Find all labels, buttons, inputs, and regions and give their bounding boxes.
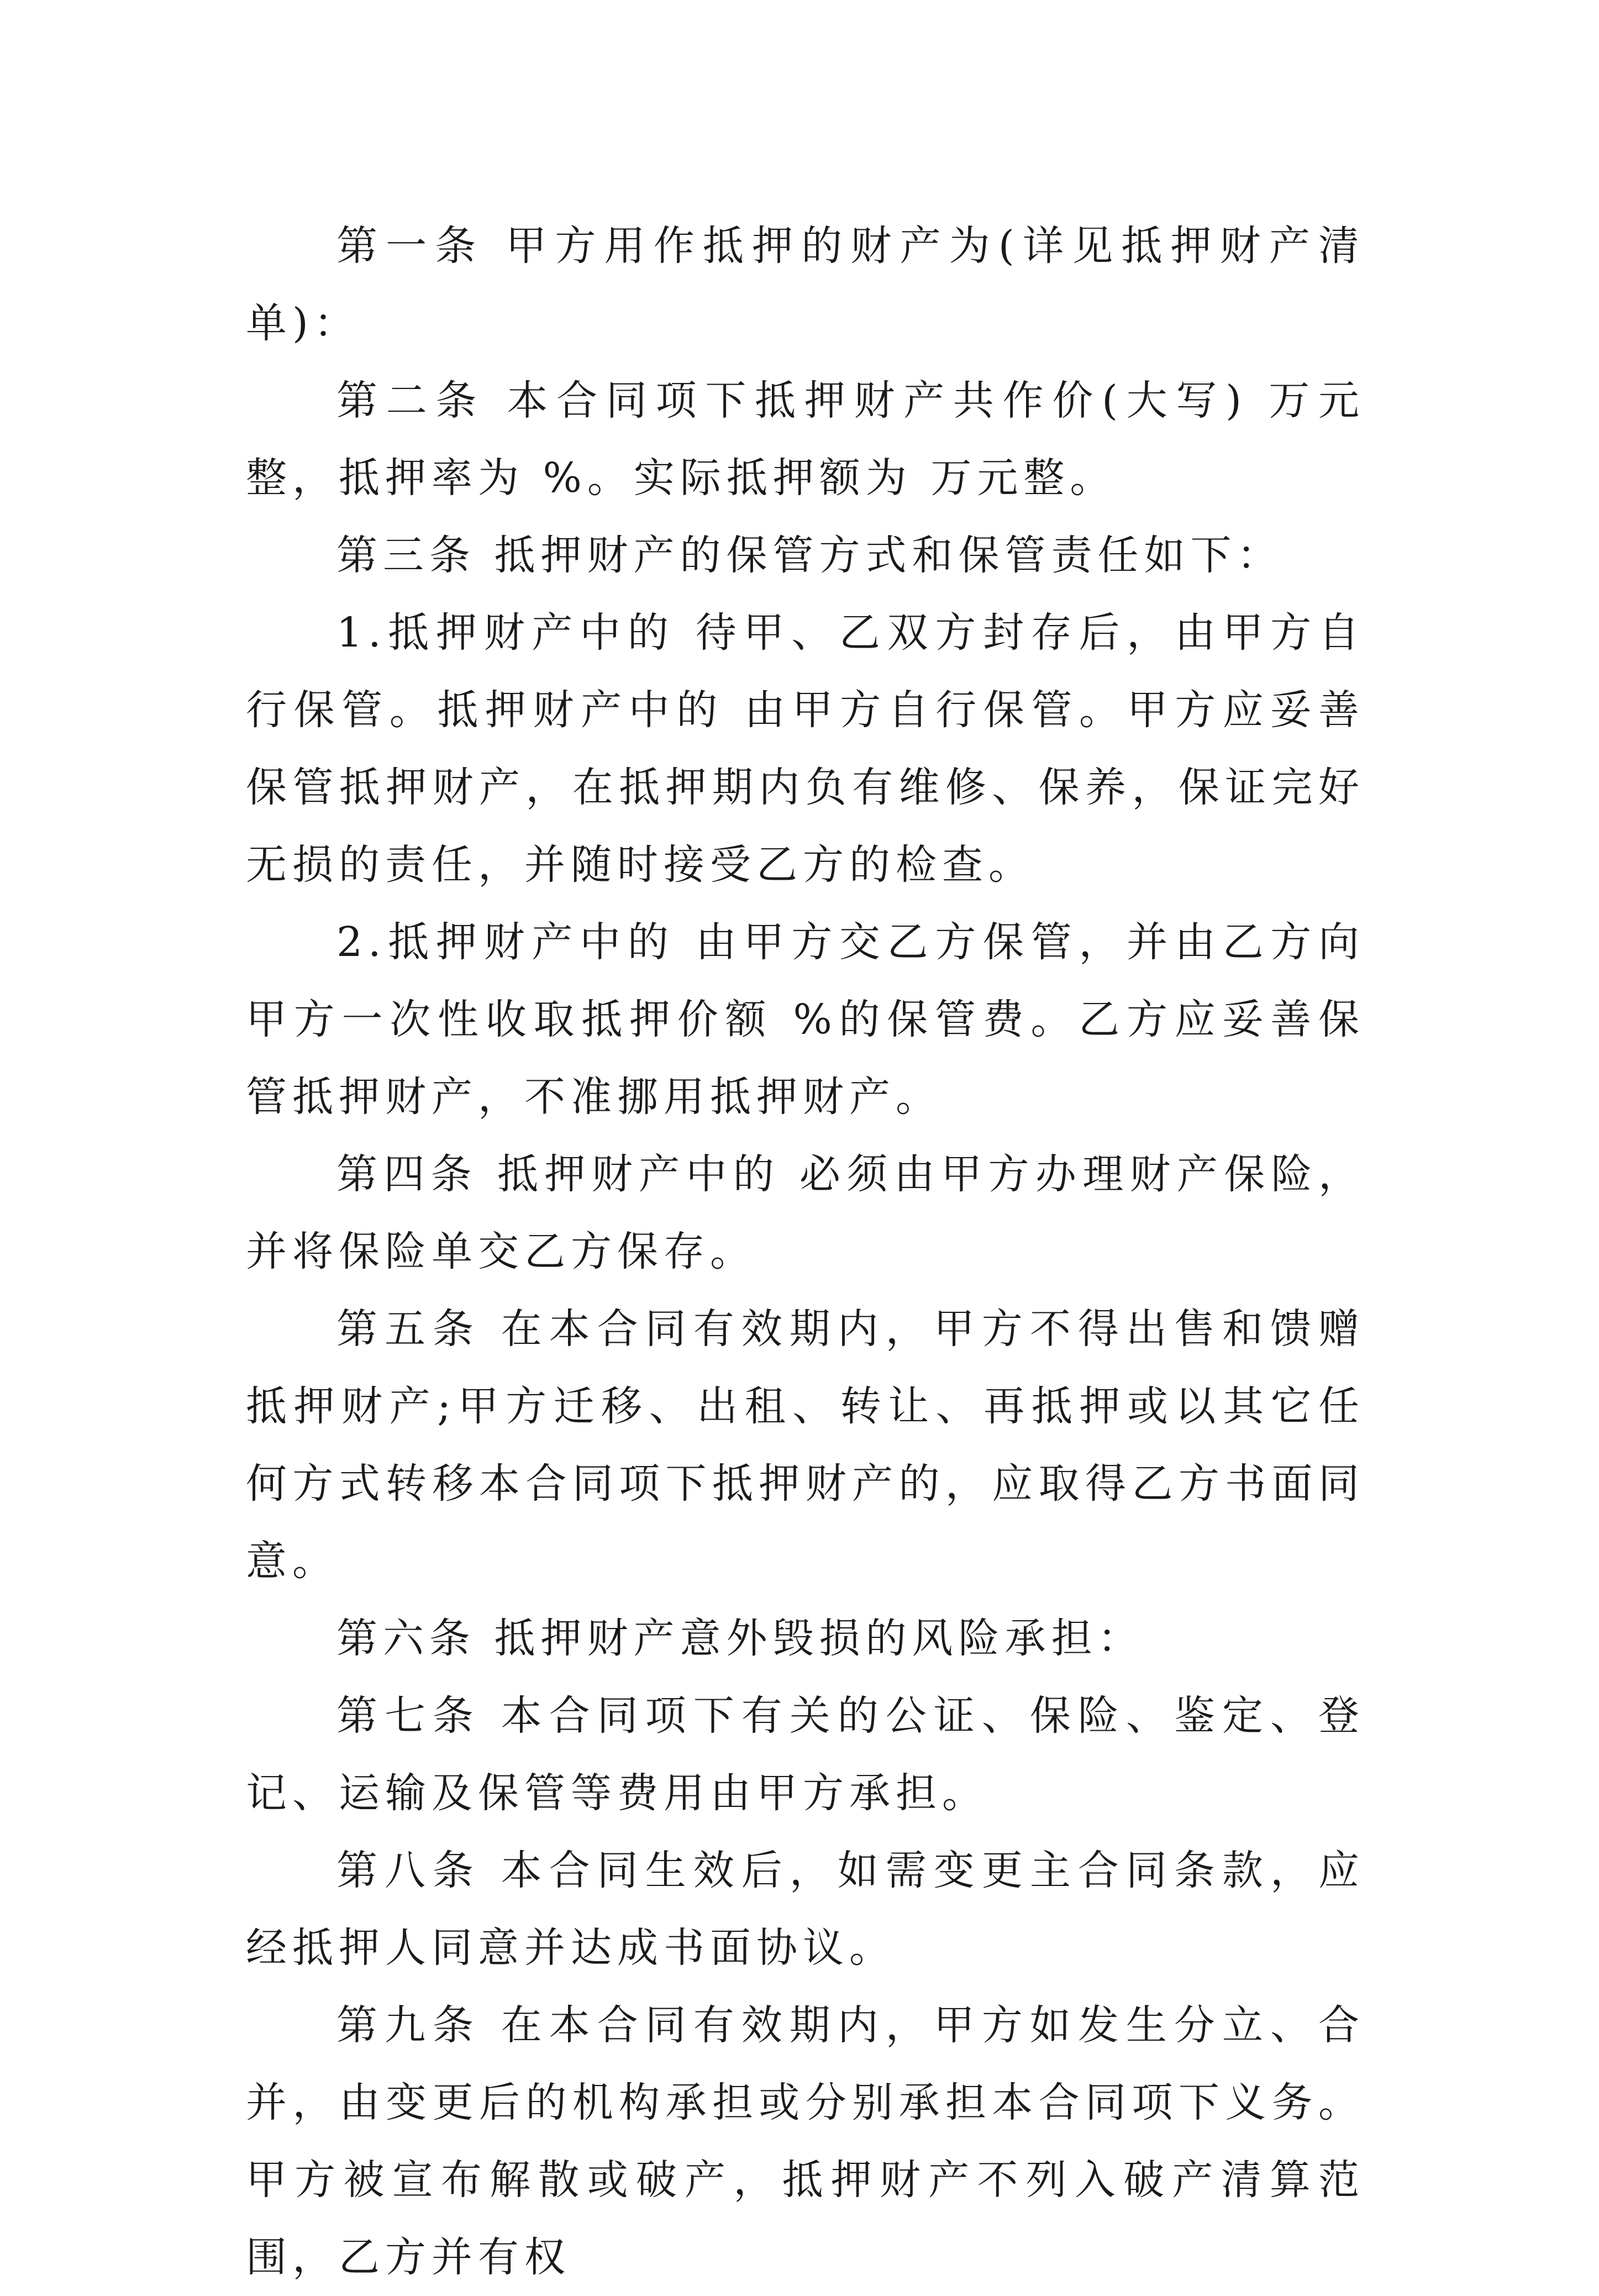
- clause-2-paragraph: 第二条 本合同项下抵押财产共作价(大写) 万元整，抵押率为 %。实际抵押额为 万元整。: [246, 377, 1365, 502]
- clause-3-paragraph: 第三条 抵押财产的保管方式和保管责任如下：: [336, 532, 1284, 579]
- contract-body: [246, 207, 1365, 2296]
- clause-9-paragraph: 第九条 在本合同有效期内，甲方如发生分立、合并，由变更后的机构承担或分别承担本合同项下义务。甲方被宣布解散或破产，抵押财产不列入破产清算范围，乙方并有权: [246, 2001, 1365, 2281]
- clause-8-paragraph: 第八条 本合同生效后，如需变更主合同条款，应经抵押人同意并达成书面协议。: [246, 1847, 1365, 1972]
- clause-7-paragraph: 第七条 本合同项下有关的公证、保险、鉴定、登记、运输及保管等费用由甲方承担。: [246, 1692, 1365, 1817]
- clause-3-item-2-paragraph: 2.抵押财产中的 由甲方交乙方保管，并由乙方向甲方一次性收取抵押价额 %的保管费。乙方应妥善保管抵押财产，不准挪用抵押财产。: [246, 918, 1365, 1121]
- clause-6-paragraph: 第六条 抵押财产意外毁损的风险承担：: [336, 1615, 1144, 1662]
- clause-5-paragraph: 第五条 在本合同有效期内，甲方不得出售和馈赠抵押财产;甲方迁移、出租、转让、再抵押或以其它任何方式转移本合同项下抵押财产的，应取得乙方书面同意。: [246, 1305, 1365, 1585]
- clause-4-paragraph: 第四条 抵押财产中的 必须由甲方办理财产保险，并将保险单交乙方保存。: [246, 1150, 1365, 1275]
- clause-3-item-1-paragraph: 1.抵押财产中的 待甲、乙双方封存后，由甲方自行保管。抵押财产中的 由甲方自行保管。甲方应妥善保管抵押财产，在抵押期内负有维修、保养，保证完好无损的责任，并随时接受乙方的检查。: [246, 609, 1365, 889]
- clause-1-paragraph: 第一条 甲方用作抵押的财产为(详见抵押财产清单)：: [246, 222, 1365, 347]
